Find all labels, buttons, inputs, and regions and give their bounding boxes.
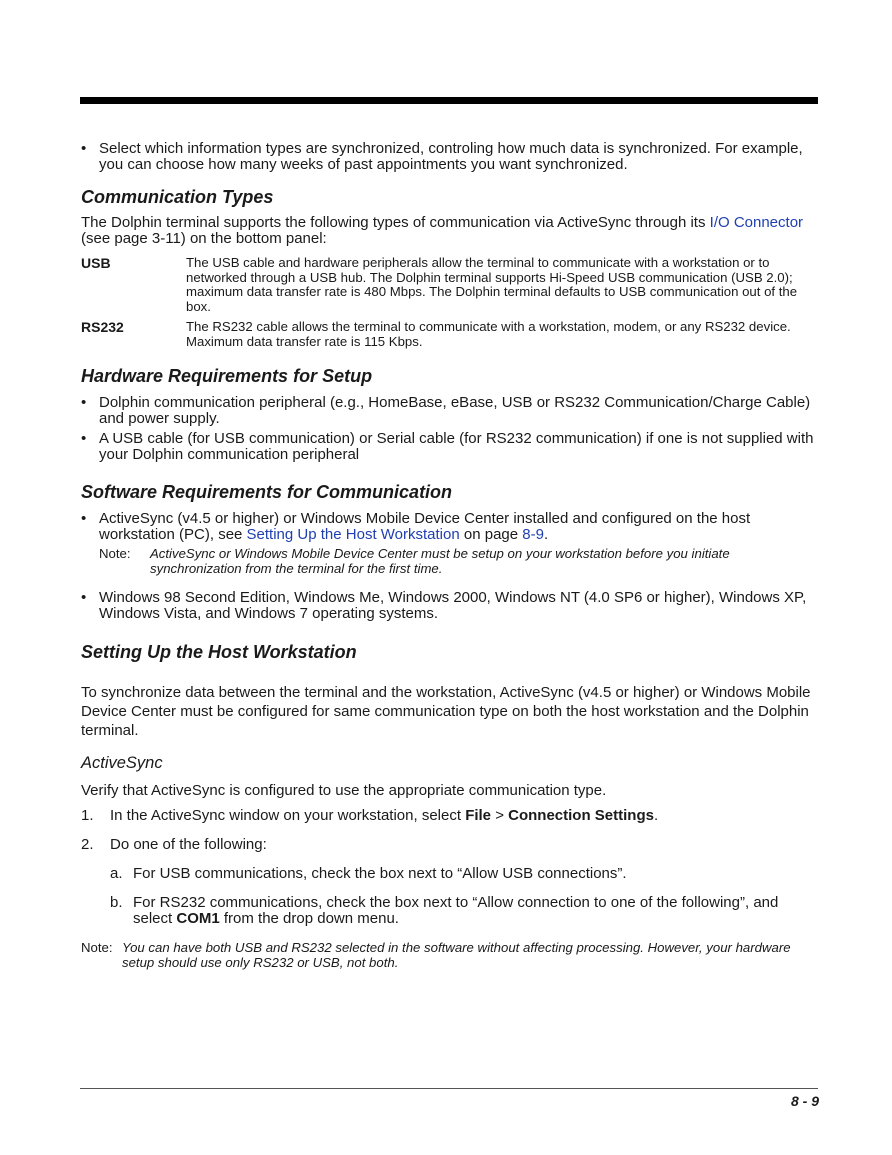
comm-types-intro: The Dolphin terminal supports the following types of communication via ActiveSync through its I/O Connector (see page 3-11) on the bottom panel: [81, 214, 804, 247]
usb-term: USB [81, 255, 111, 271]
rs232-term: RS232 [81, 319, 124, 336]
activesync-subheading: ActiveSync [81, 753, 163, 772]
hardware-heading: Hardware Requirements for Setup [81, 365, 373, 386]
step-1: 1. In the ActiveSync window on your workstation, select File > Connection Settings. [81, 806, 659, 824]
software-heading: Software Requirements for Communication [81, 481, 453, 502]
software-bullet: • ActiveSync (v4.5 or higher) or Windows Mobile Device Center installed and configured on the host workstation (PC), see Setting Up the Host Workstation on page 8-9. [81, 511, 818, 543]
note-label: Note: [81, 939, 113, 955]
footer-rule [80, 1088, 818, 1089]
host-note [81, 940, 818, 970]
usb-description: The USB cable and hardware peripherals allow the terminal to communicate with a workstation or to networked through a USB hub. The Dolphin terminal supports Hi-Speed USB communication (USB 2.0); maximum data transfer rate is 480 Mbps. The Dolphin terminal defaults to USB communication out of the box. [186, 255, 798, 314]
note-label: Note: [99, 545, 131, 561]
step-2b: b. For RS232 communications, check the box next to “Allow connection to one of the following”, and select COM1 from the drop down menu. [110, 893, 779, 927]
note-text: ActiveSync or Windows Mobile Device Center must be setup on your workstation before you initiate synchronization from the terminal for the first time. [150, 545, 730, 576]
hardware-bullet: • Dolphin communication peripheral (e.g., HomeBase, eBase, USB or RS232 Communication/Charge Cable) and power supply. [81, 395, 818, 427]
software-note [81, 546, 818, 576]
com1-label: COM1 [176, 909, 220, 927]
page-content [81, 141, 818, 970]
verify-text: Verify that ActiveSync is configured to use the appropriate communication type. [81, 781, 607, 799]
host-paragraph: To synchronize data between the terminal and the workstation, ActiveSync (v4.5 or higher) or Windows Mobile Device Center must be configured for same communication type on both the host workstation and the Dolphin terminal. [81, 683, 811, 739]
comm-types-heading: Communication Types [81, 187, 274, 207]
page-8-9-link[interactable]: 8-9 [522, 525, 544, 543]
usb-definition [81, 256, 818, 314]
host-workstation-link[interactable]: Setting Up the Host Workstation [246, 525, 460, 543]
rs232-definition [81, 320, 818, 349]
io-connector-link[interactable]: I/O Connector [709, 214, 804, 231]
file-menu-label: File [465, 806, 492, 824]
connection-settings-label: Connection Settings [508, 806, 654, 824]
page-number: 8 - 9 [790, 1093, 819, 1109]
rs232-description: The RS232 cable allows the terminal to communicate with a workstation, modem, or any RS232 device. Maximum data transfer rate is 115 Kbps. [186, 319, 791, 349]
note-text: You can have both USB and RS232 selected in the software without affecting processing. However, your hardware setup should use only RS232 or USB, not both. [122, 939, 791, 970]
step-2a: a. For USB communications, check the box next to “Allow USB connections”. [110, 864, 627, 882]
hardware-bullet: • A USB cable (for USB communication) or Serial cable (for RS232 communication) if one is not supplied with your Dolphin communication peripheral [81, 431, 818, 463]
intro-bullet: • Select which information types are synchronized, controling how much data is synchronized. For example, you can choose how many weeks of past appointments you want synchronized. [81, 141, 818, 173]
software-bullet: • Windows 98 Second Edition, Windows Me, Windows 2000, Windows NT (4.0 SP6 or higher), Windows XP, Windows Vista, and Windows 7 operating systems. [81, 590, 818, 622]
host-workstation-heading: Setting Up the Host Workstation [81, 641, 357, 662]
header-rule [80, 97, 818, 104]
step-2: 2. Do one of the following: [81, 835, 267, 853]
